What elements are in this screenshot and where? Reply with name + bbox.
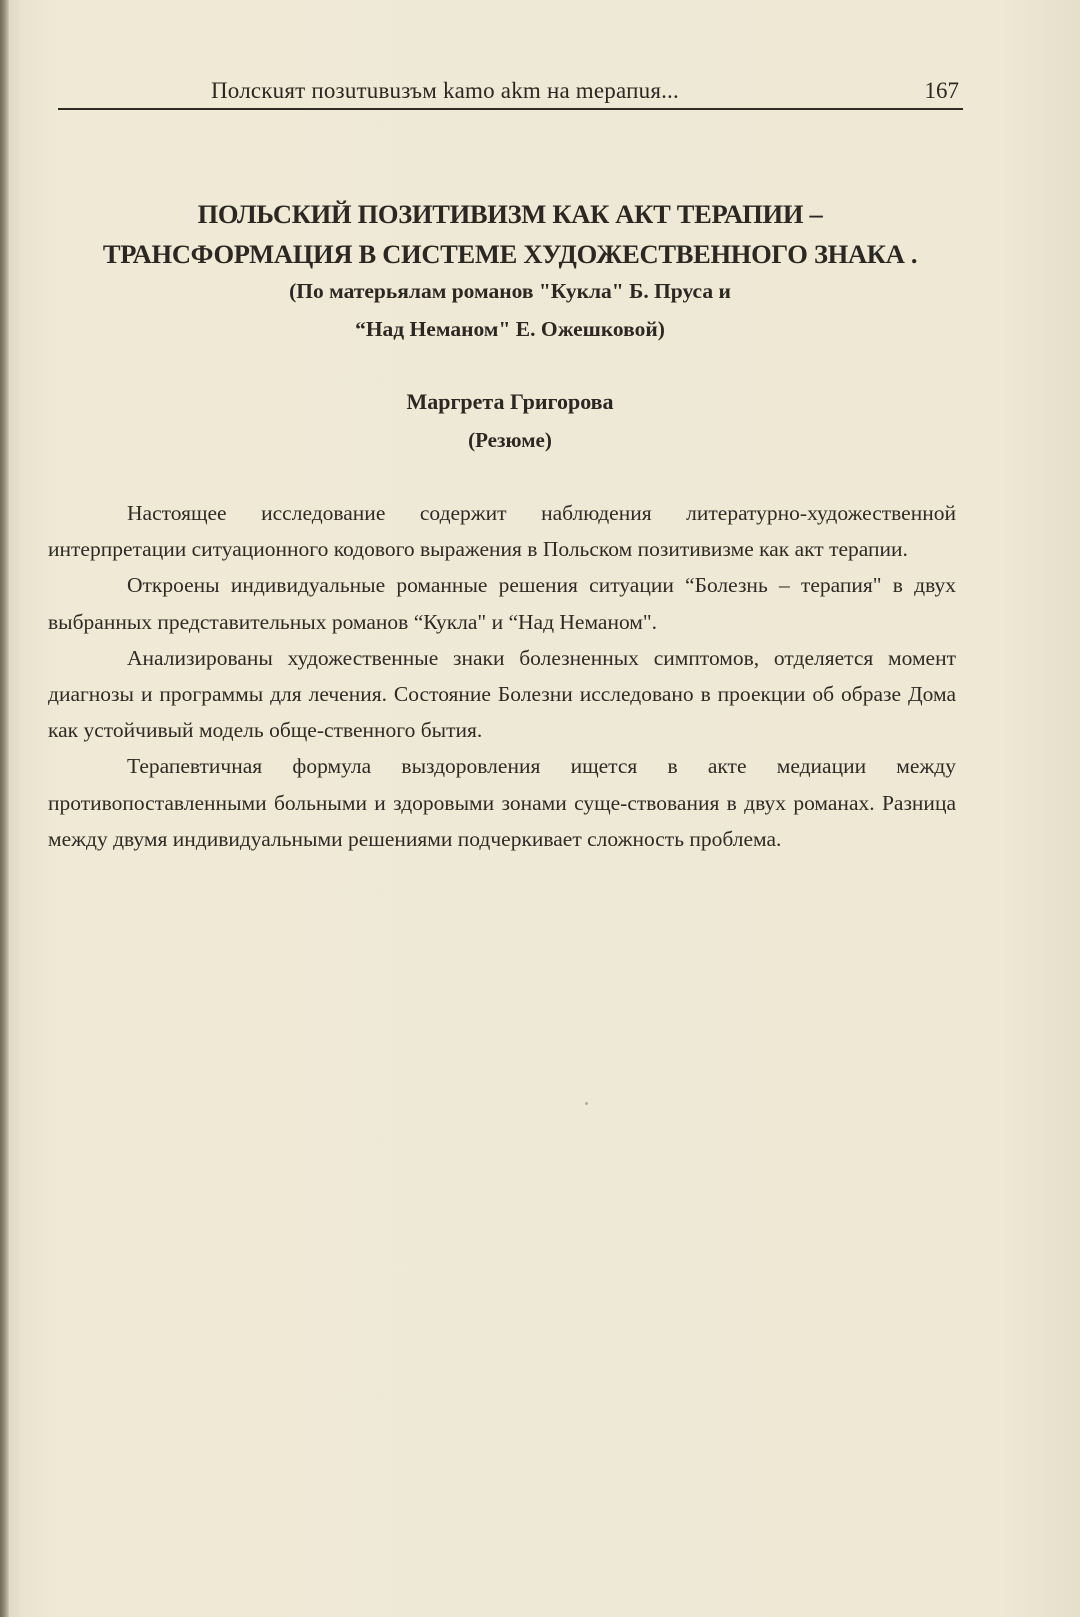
article-subtitle — [40, 272, 980, 348]
paragraph-4: Терапевтичная формула выздоровления ищется в акте медиации между противопоставленными больными и здоровыми зонами суще-ствования в двух романах. Разница между двумя индивидуальными решениями подчеркивает сложность проблема. — [48, 754, 956, 851]
running-head-title: Полскuят позuтuвuзъм kamo akm на mерапuя... — [211, 78, 679, 103]
book-spine-shadow — [0, 0, 9, 1617]
title-line-2: ТРАНСФОРМАЦИЯ В СИСТЕМЕ ХУДОЖЕСТВЕННОГО ЗНАКА . — [102, 239, 918, 269]
summary-body — [48, 495, 956, 857]
author-block — [40, 383, 980, 459]
page-number: 167 — [924, 78, 959, 103]
running-head — [58, 76, 963, 110]
summary-label: (Резюме) — [468, 428, 552, 452]
paper-speck — [585, 1102, 588, 1105]
subtitle-line-2: “Над Неманом" Е. Ожешковой) — [355, 317, 665, 341]
paragraph-1: Настоящее исследование содержит наблюдения литературно-художественной интерпретации ситуационного кодового выражения в Польском позитивизме как акт терапии. — [48, 501, 956, 562]
subtitle-line-1: (По матерьялам романов "Кукла" Б. Пруса и — [289, 279, 731, 303]
paragraph-2: Откроены индивидуальные романные решения ситуации “Болезнь – терапия" в двух выбранных представительных романов “Кукла" и “Над Неманом". — [48, 573, 956, 634]
article-title — [40, 194, 980, 274]
title-line-1: ПОЛЬСКИЙ ПОЗИТИВИЗМ КАК АКТ ТЕРАПИИ – — [197, 199, 823, 229]
paragraph-3: Анализированы художественные знаки болезненных симптомов, отделяется момент диагнозы и программы для лечения. Состояние Болезни исследовано в проекции об образе Дома как устойчивый модель обще-ственного бытия. — [48, 645, 956, 743]
author-name: Маргрета Григорова — [406, 389, 614, 414]
